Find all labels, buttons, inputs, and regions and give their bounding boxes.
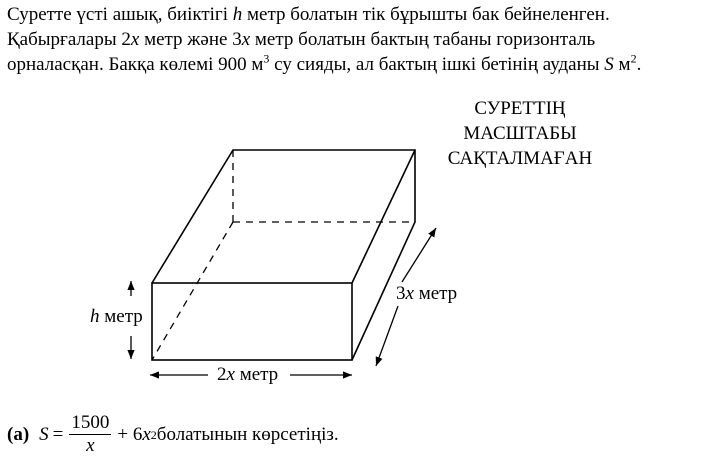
text-segment: метр және 3 — [139, 29, 242, 50]
depth-arrow-down — [376, 306, 398, 366]
part-a: (a) S = $\frac{1500}{x}$ + 6 x 2 болатынын көрсетіңіз. — [7, 412, 339, 456]
exponent: 3 — [263, 51, 270, 66]
unit-text: метр — [413, 283, 458, 304]
text-segment: м — [613, 54, 631, 75]
variable-x: x — [142, 423, 151, 445]
equals-sign: = — [52, 423, 64, 445]
part-a-instruction: болатынын көрсетіңіз. — [156, 423, 339, 445]
variable-s: S — [604, 54, 614, 75]
variable-h: h — [232, 4, 243, 25]
text-segment: су сияды, ал бактың ішкі бетінің ауданы — [269, 54, 605, 75]
top-right-edge — [352, 150, 415, 283]
unit-text: метр — [234, 364, 279, 385]
text-segment: Қабырғалары 2 — [7, 29, 131, 50]
text-segment: . — [636, 54, 642, 75]
variable-x: x — [241, 29, 251, 50]
height-label — [90, 306, 143, 328]
variable-h: h — [90, 306, 100, 327]
variable-x: x — [226, 364, 235, 385]
variable-s: S — [39, 423, 49, 445]
coefficient: 2 — [217, 364, 227, 385]
fraction-denominator: x — [86, 435, 95, 456]
scale-note-line-2: МАСШТАБЫ — [463, 123, 577, 144]
front-face — [152, 283, 352, 360]
plus-term: + 6 — [117, 423, 143, 445]
exponent: 2 — [630, 51, 637, 66]
unit-text: метр — [99, 306, 143, 327]
depth-arrow-up — [402, 228, 436, 282]
fraction — [69, 412, 111, 457]
coefficient: 3 — [396, 283, 406, 304]
depth-label — [396, 283, 457, 305]
text-segment: метр болатын тік бұрышты бак бейнеленген. — [242, 4, 610, 25]
hidden-left-bottom-edge — [152, 222, 233, 360]
visible-back-edges — [152, 150, 415, 360]
fraction-numerator: 1500 — [71, 412, 110, 433]
variable-x: x — [405, 283, 414, 304]
text-segment: Суретте үсті ашық, биіктігі — [7, 4, 233, 25]
scale-note-line-3: САҚТАЛМАҒАН — [447, 148, 593, 169]
part-a-label: (a) — [7, 423, 30, 445]
scale-note-line-1: СУРЕТТІҢ — [474, 98, 566, 119]
text-segment: метр болатын бактың табаны горизонталь — [250, 29, 596, 50]
variable-x: x — [130, 29, 140, 50]
width-label — [217, 364, 278, 386]
text-segment: орналасқан. Бакқа көлемі 900 м — [7, 54, 264, 75]
